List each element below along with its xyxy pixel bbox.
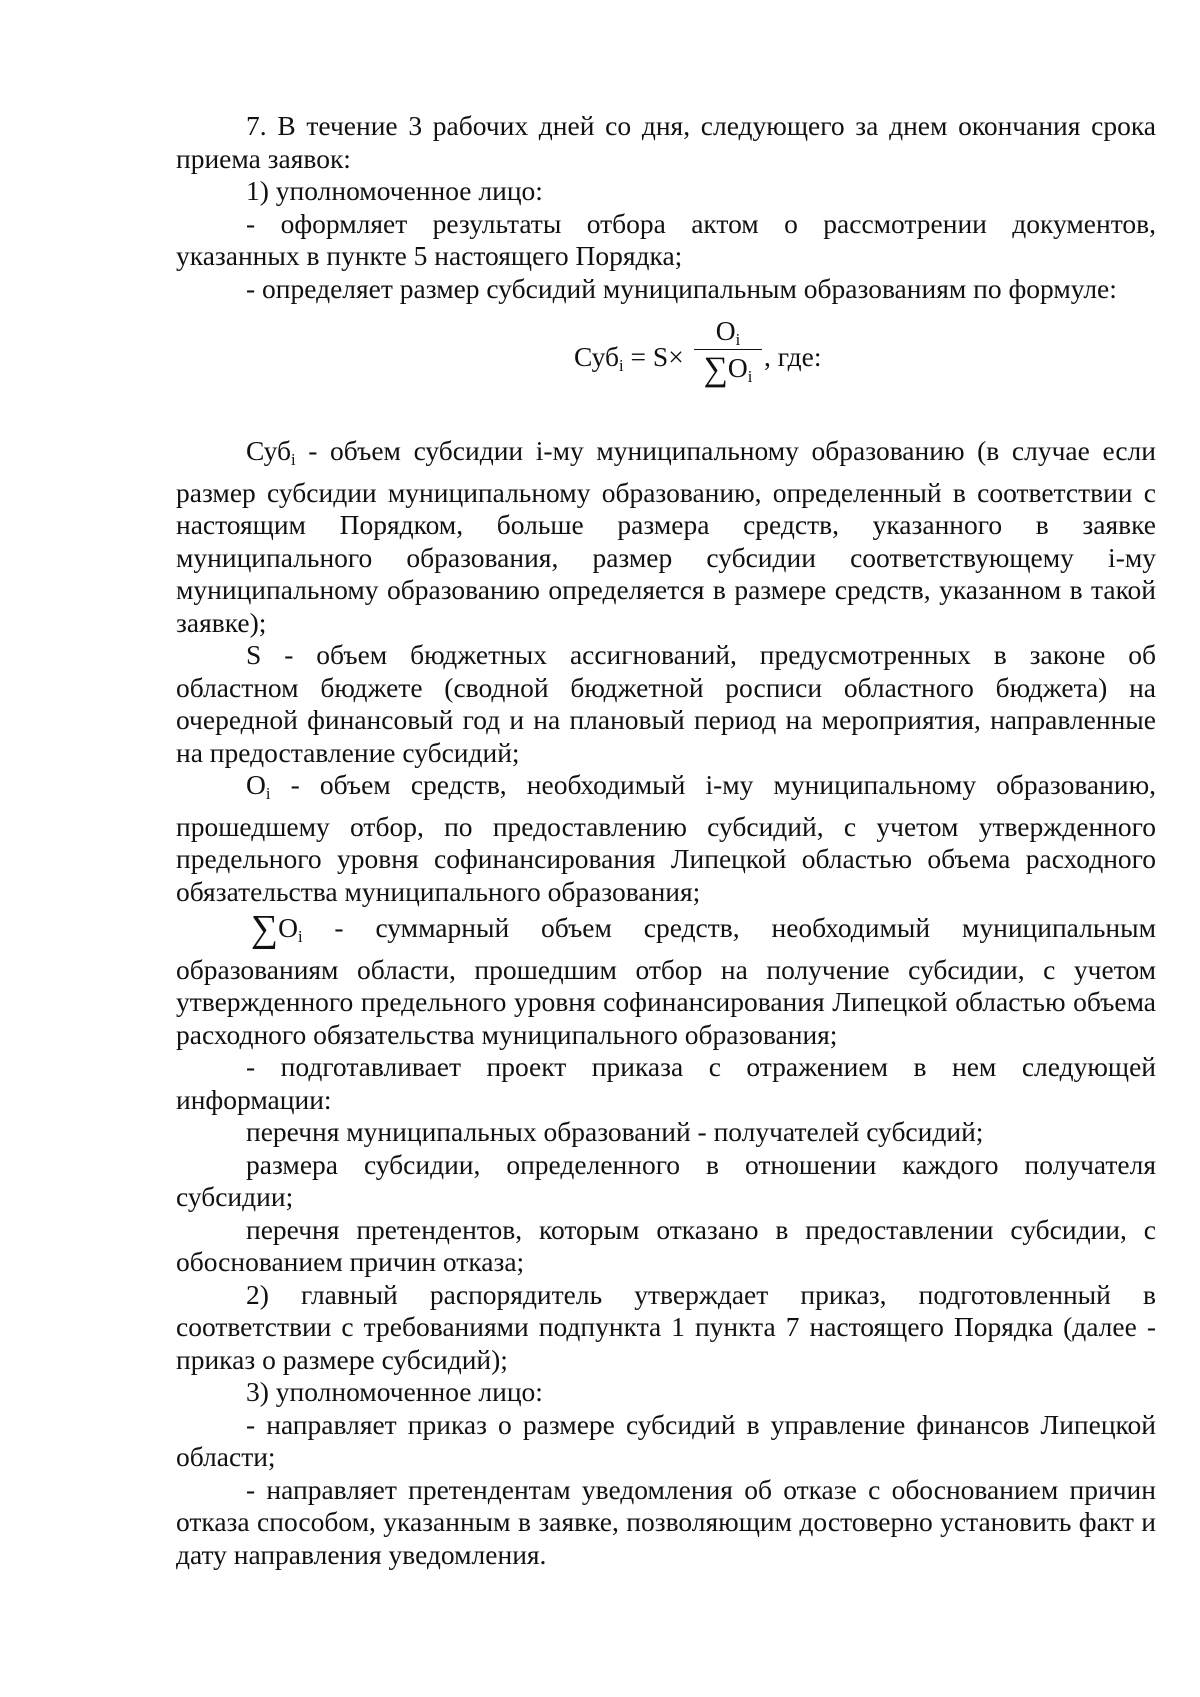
paragraph-item1-b: - определяет размер субсидий муниципальным образованиям по формуле: — [246, 272, 1117, 304]
formula-lhs — [574, 341, 684, 383]
formula-fraction — [694, 311, 762, 395]
paragraph-item3-b: - направляет претендентам уведомления об отказе с обоснованием причин отказа способом, указанным в заявке, позволяющим достоверно установить факт и дату направления уведомления. — [176, 1473, 1156, 1570]
definition-sub — [176, 435, 1156, 639]
document-body — [176, 110, 1156, 1571]
formula-tail: , где: — [764, 341, 822, 372]
formula-denominator — [694, 350, 762, 395]
paragraph-item1-c: - подготавливает проект приказа с отражением в нем следующей информации: — [176, 1051, 1156, 1115]
paragraph-item2: 2) главный распорядитель утверждает приказ, подготовленный в соответствии с требованиями подпункта 1 пункта 7 настоящего Порядка (далее - приказ о размере субсидий); — [176, 1278, 1156, 1375]
info-item-3: перечня претендентов, которым отказано в предоставлении субсидии, с обоснованием причин отказа; — [176, 1213, 1156, 1277]
definition-o — [176, 769, 1156, 908]
formula-numerator-o: O — [715, 315, 736, 346]
formula-lhs-label: Суб — [574, 341, 620, 372]
definition-sub-index: i — [291, 450, 296, 469]
paragraph-item3-a: - направляет приказ о размере субсидий в управление финансов Липецкой области; — [176, 1408, 1156, 1472]
formula-numerator — [694, 311, 762, 347]
paragraph-intro: 7. В течение 3 рабочих дней со дня, следующего за днем окончания срока приема заявок: — [176, 110, 1156, 174]
formula-denominator-index: i — [747, 367, 753, 386]
subsidy-formula — [176, 311, 1156, 421]
definition-sum-symbol: ∑ — [251, 908, 279, 950]
paragraph-item1-a: - оформляет результаты отбора актом о рассмотрении документов, указанных в пункте 5 настоящего Порядка; — [176, 207, 1156, 271]
info-item-1: перечня муниципальных образований - получателей субсидий; — [246, 1116, 984, 1147]
definition-o-index: i — [265, 784, 271, 803]
formula-lhs-index: i — [619, 356, 624, 375]
definition-sum-text: - суммарный объем средств, необходимый муниципальным образованиям области, прошедшим отбор на получение субсидии, с учетом утвержденного предельного уровня софинансирования Липецкой областью объема расходного обязательства муниципального образования; — [176, 912, 1156, 1050]
definition-o-label: O — [246, 769, 266, 800]
definition-s: S - объем бюджетных ассигнований, предусмотренных в законе об областном бюджете (сводной бюджетной росписи областного бюджета) на очередной финансовый год и на плановый период на мероприятия, направленные на предоставление субсидий; — [176, 639, 1156, 768]
definition-sub-text: - объем субсидии i-му муниципальному образованию (в случае если размер субсидии муниципальному образованию, определенный в соответствии с настоящим Порядком, больше размера средств, указанного в заявке муниципального образования, размер субсидии соответствующему i-му муниципальному образованию определяется в размере средств, указанном в такой заявке); — [176, 435, 1156, 638]
formula-numerator-index: i — [735, 330, 741, 349]
definition-o-text: - объем средств, необходимый i-му муниципальному образованию, прошедшему отбор, по предоставлению субсидий, с учетом утвержденного предельного уровня софинансирования Липецкой областью объема расходного обязательства муниципального образования; — [176, 769, 1156, 907]
definition-sum — [176, 908, 1156, 1051]
definition-sub-label: Суб — [246, 435, 292, 466]
formula-denominator-o: O — [727, 352, 748, 383]
definition-sum-o: O — [278, 912, 298, 943]
info-item-2: размера субсидии, определенного в отношении каждого получателя субсидии; — [176, 1148, 1156, 1212]
formula-sum-symbol: ∑ — [703, 351, 728, 388]
paragraph-item1-head: 1) уполномоченное лицо: — [246, 175, 543, 206]
formula-equals: = S× — [630, 341, 684, 372]
paragraph-item3-head: 3) уполномоченное лицо: — [246, 1376, 543, 1407]
definition-sum-index: i — [297, 927, 303, 946]
